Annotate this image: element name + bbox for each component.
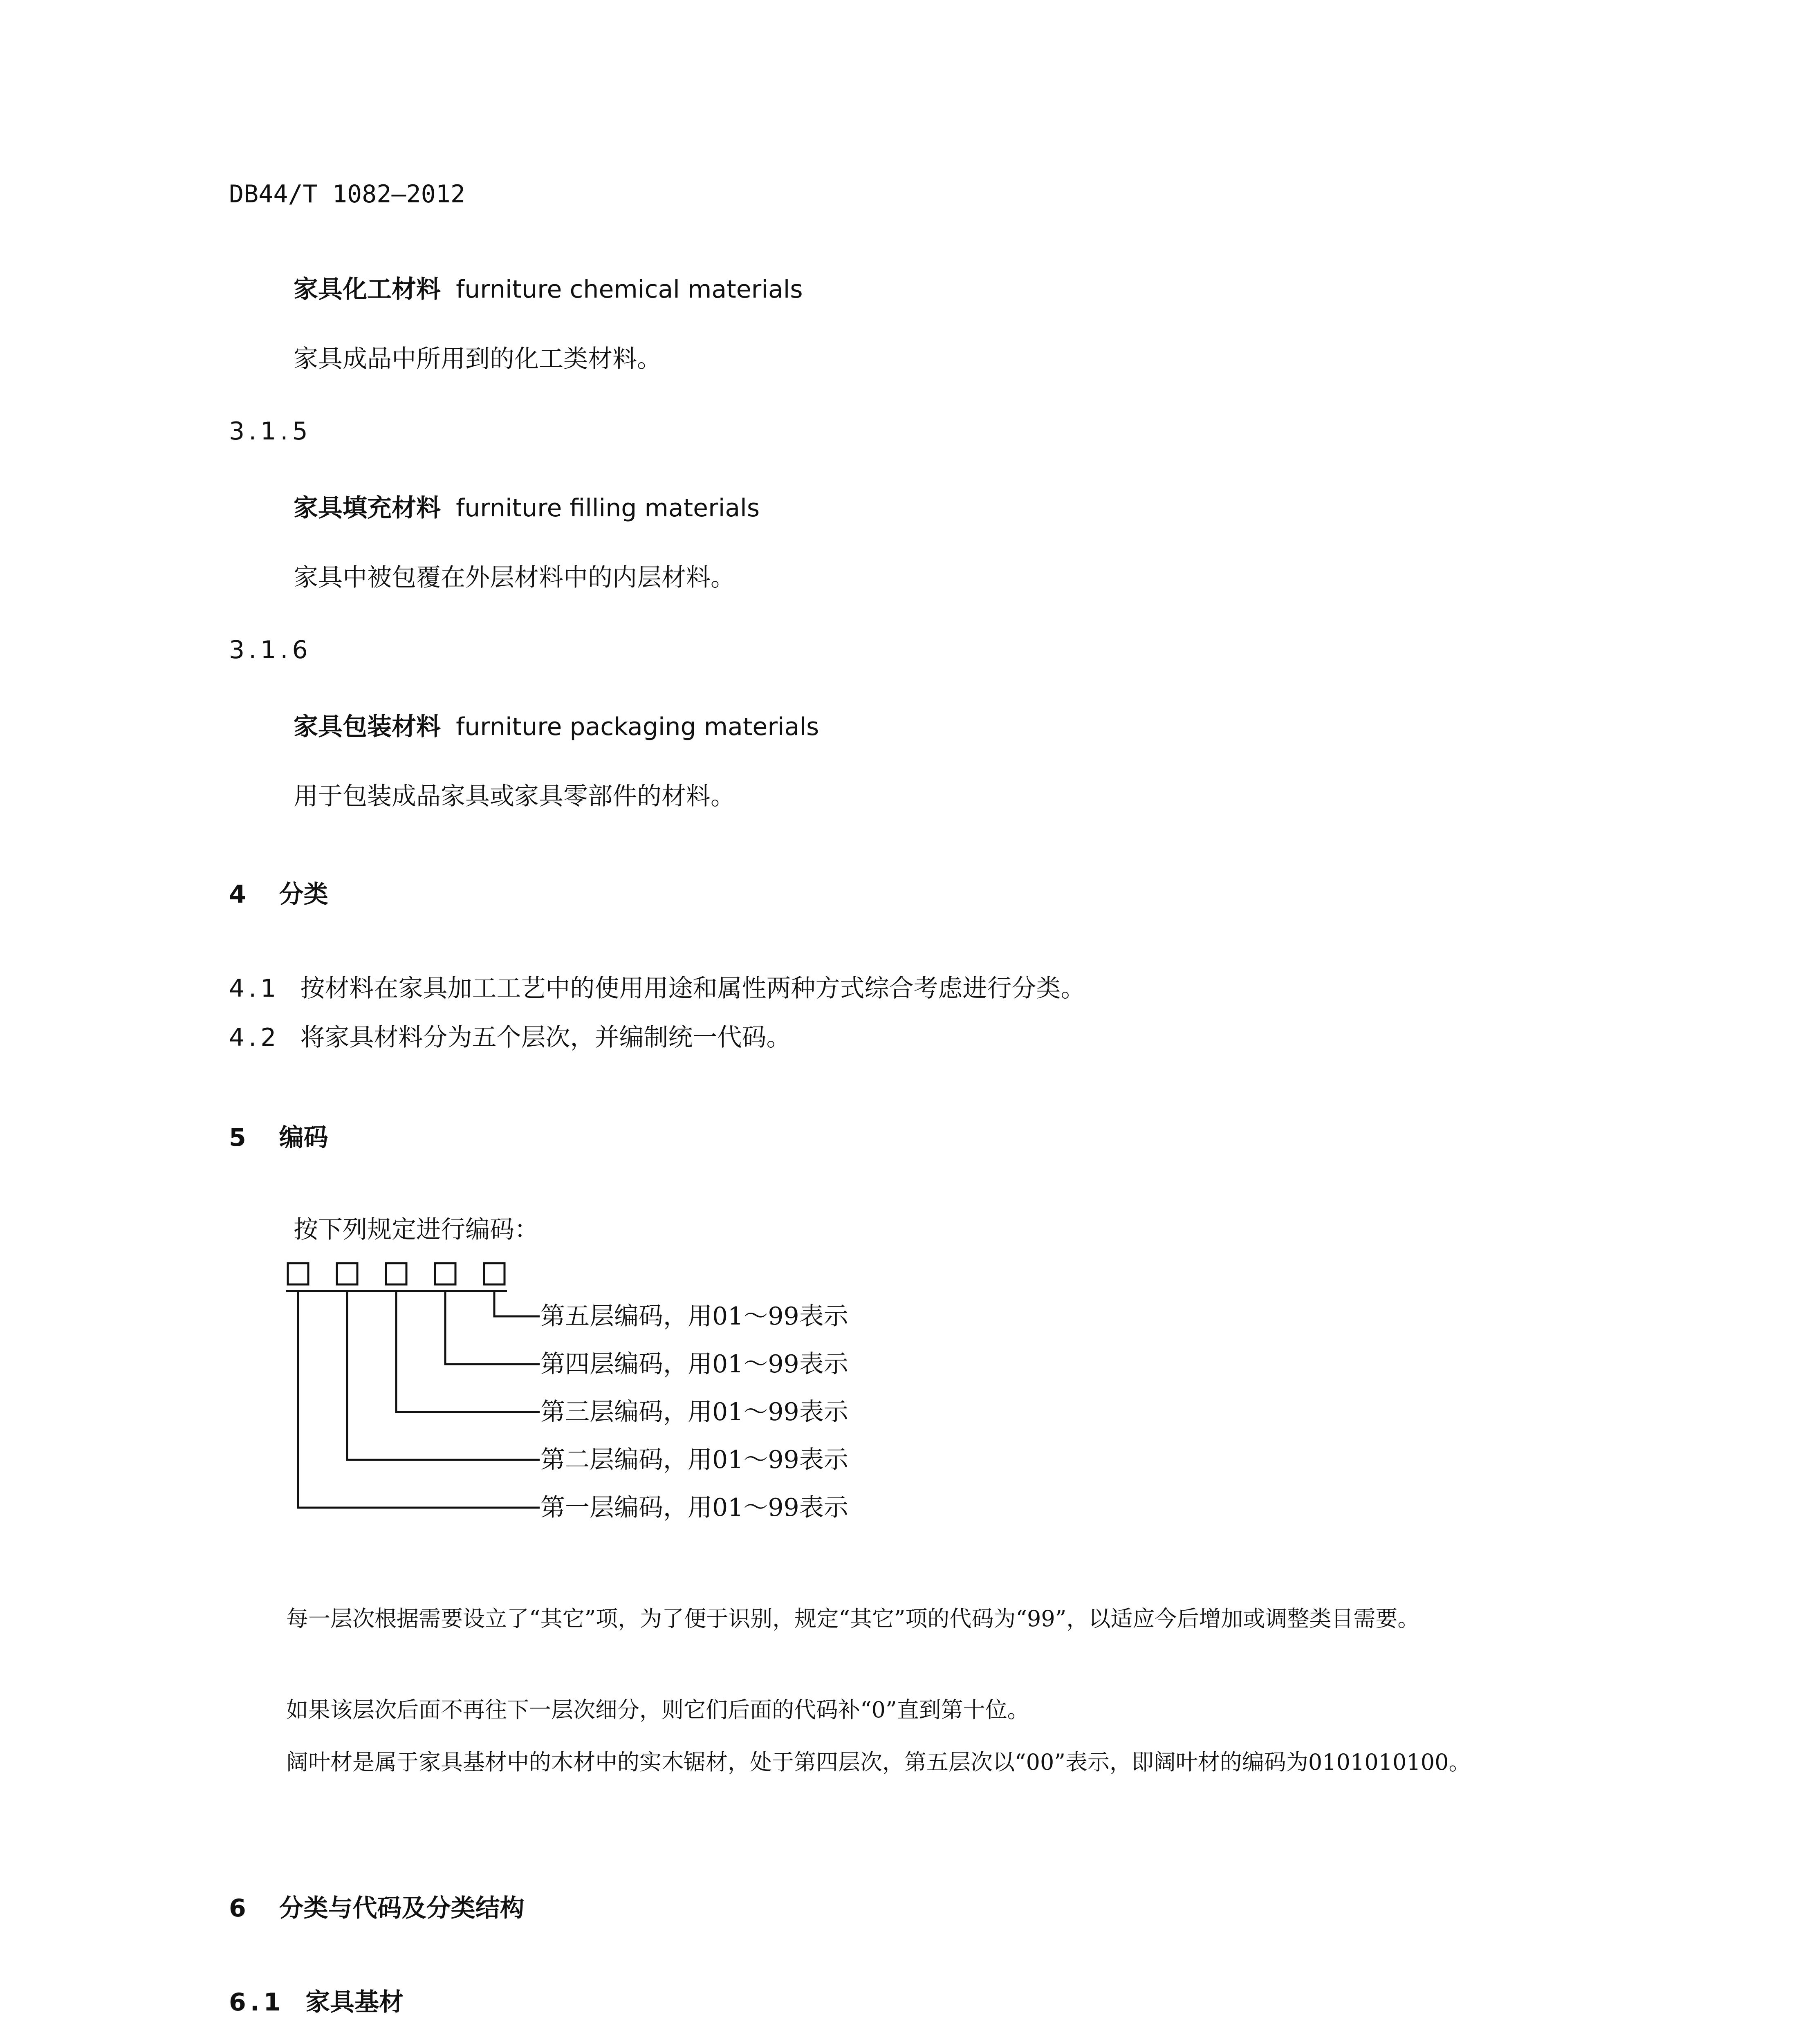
term-definition-packaging: 用于包装成品家具或家具零部件的材料。	[294, 782, 735, 811]
term-en: furniture chemical materials	[456, 275, 803, 304]
term-heading-chemical	[294, 270, 803, 305]
section-6-heading	[229, 1889, 525, 1924]
clause-number-315: 3.1.5	[229, 417, 312, 446]
term-cn: 家具填充材料	[294, 494, 441, 522]
term-en: furniture packaging materials	[456, 713, 819, 741]
clause-4-1	[229, 969, 1085, 1004]
term-heading-filling	[294, 489, 760, 524]
level-label-4: 第四层编码，用01～99表示	[540, 1350, 848, 1378]
section-title: 家具基材	[305, 1988, 404, 2017]
code-box-1	[288, 1263, 308, 1284]
term-definition-chemical: 家具成品中所用到的化工类材料。	[294, 345, 661, 373]
term-cn: 家具包装材料	[294, 713, 441, 741]
section-number: 5	[229, 1123, 246, 1152]
code-box-5	[484, 1263, 505, 1284]
clause-number-316: 3.1.6	[229, 636, 312, 664]
level-label-5: 第五层编码，用01～99表示	[540, 1302, 848, 1331]
section-number: 4	[229, 880, 246, 909]
term-heading-packaging	[294, 707, 819, 742]
section-6-1-heading	[229, 1983, 404, 2018]
level-label-1: 第一层编码，用01～99表示	[540, 1493, 848, 1522]
note-example: 阔叶材是属于家具基材中的木材中的实木锯材，处于第四层次，第五层次以“00”表示，即阔叶材的编码为0101010100。	[286, 1749, 1471, 1775]
clause-text: 按材料在家具加工工艺中的使用用途和属性两种方式综合考虑进行分类。	[300, 974, 1085, 1003]
code-box-3	[386, 1263, 406, 1284]
leader-line-1	[298, 1291, 540, 1508]
note-zero-padding: 如果该层次后面不再往下一层次细分，则它们后面的代码补“0”直到第十位。	[286, 1697, 1029, 1723]
clause-4-2	[229, 1018, 791, 1053]
clause-number: 4.2	[229, 1023, 280, 1052]
term-en: furniture filling materials	[456, 494, 760, 522]
clause-text: 将家具材料分为五个层次，并编制统一代码。	[300, 1023, 791, 1052]
term-definition-filling: 家具中被包覆在外层材料中的内层材料。	[294, 563, 735, 592]
note-other-item: 每一层次根据需要设立了“其它”项，为了便于识别，规定“其它”项的代码为“99”，以适应今后增加或调整类目需要。	[286, 1606, 1420, 1632]
section-5-heading	[229, 1118, 328, 1153]
section-number: 6.1	[229, 1988, 285, 2017]
leader-line-3	[396, 1291, 540, 1412]
term-cn: 家具化工材料	[294, 275, 441, 304]
section-4-heading	[229, 875, 328, 910]
document-id: DB44/T 1082—2012	[229, 180, 465, 208]
code-box-4	[435, 1263, 455, 1284]
leader-line-4	[445, 1291, 540, 1364]
leader-line-5	[494, 1291, 540, 1316]
section-title: 分类与代码及分类结构	[279, 1894, 525, 1923]
coding-intro: 按下列规定进行编码：	[294, 1215, 539, 1244]
section-title: 分类	[279, 880, 328, 909]
level-label-3: 第三层编码，用01～99表示	[540, 1398, 848, 1426]
code-box-2	[337, 1263, 357, 1284]
coding-structure-diagram	[286, 1251, 848, 1545]
section-title: 编码	[279, 1123, 328, 1152]
section-number: 6	[229, 1894, 246, 1923]
level-label-2: 第二层编码，用01～99表示	[540, 1446, 848, 1474]
clause-number: 4.1	[229, 974, 280, 1003]
